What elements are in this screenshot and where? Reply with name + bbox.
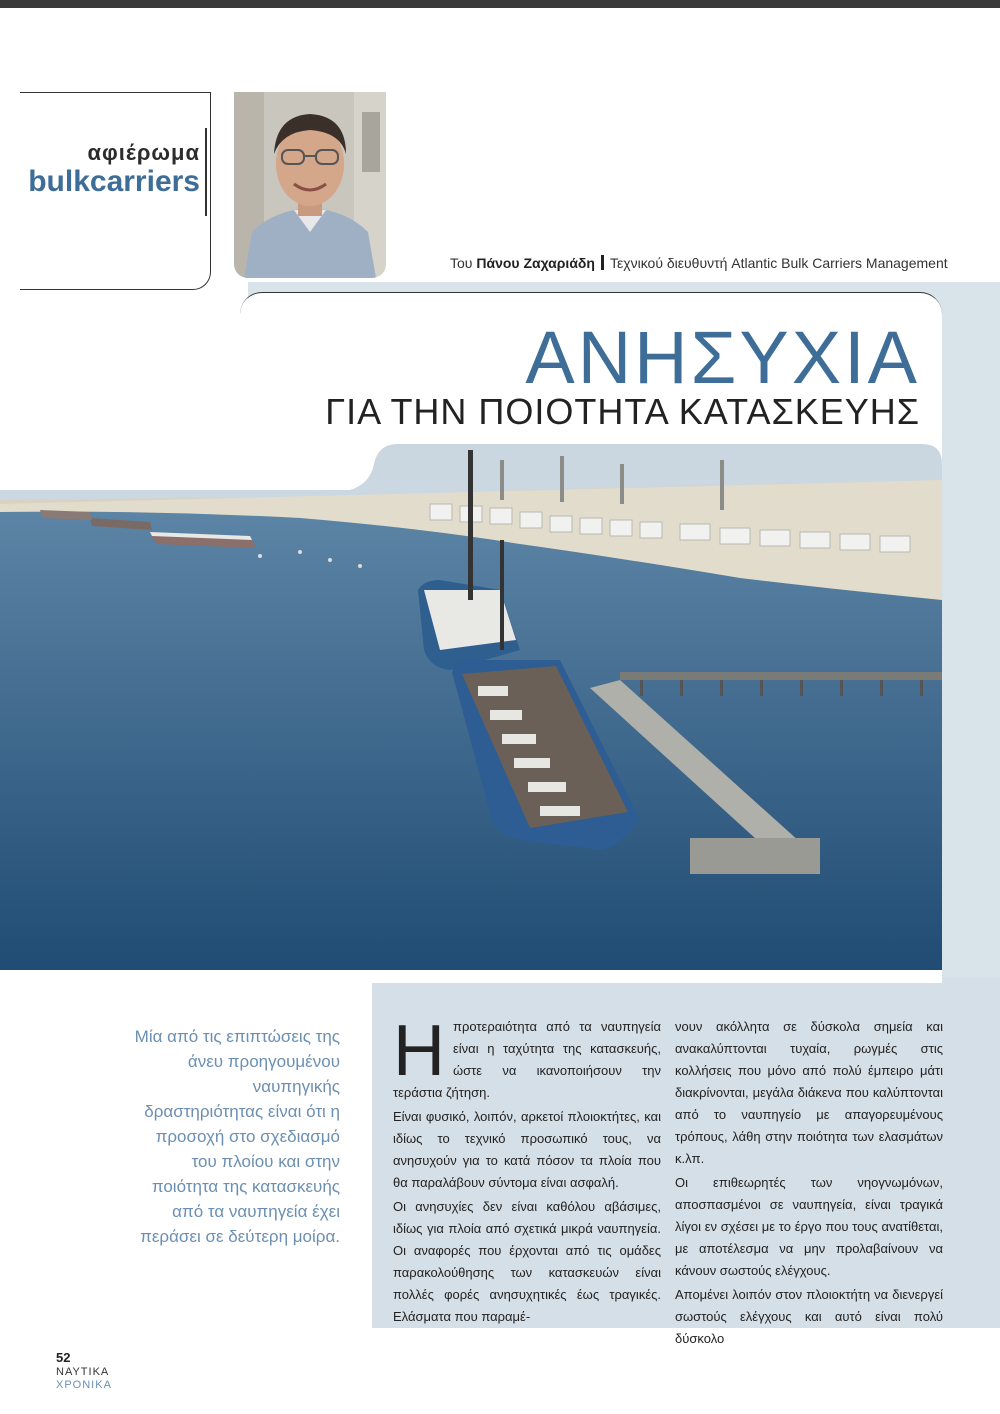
paragraph: Είναι φυσικό, λοιπόν, αρκετοί πλοιοκτήτες, και ιδίως το τεχνικό προσωπικό τους, να ανησυχούν για το κατά πόσον τα πλοία που θα παραλάβουν σύντομα είναι ασφαλή. (393, 1109, 661, 1190)
paragraph: νουν ακόλλητα σε δύσκολα σημεία και ανακαλύπτονται τυχαία, ρωγμές στις κολλήσεις που μόνο από πολύ έμπειρο μάτι διακρίνονται, μεγάλα διάκενα που καλύπτονται από το ναυπηγείο με απαγορευμένους τρόπους, λάθη στην ποιότητα των ελασμάτων κ.λπ. (675, 1019, 943, 1166)
author-portrait-image (234, 92, 386, 278)
pull-quote: Μία από τις επιπτώσεις της άνευ προηγουμένου ναυπηγικής δραστηριότητας είναι ότι η προσοχή στο σχεδιασμό του πλοίου και στην ποιότητα της κατασκευής από τα ναυπηγεία έχει περάσει σε δεύτερη μοίρα. (134, 1027, 340, 1246)
byline (450, 255, 948, 271)
paragraph: Οι ανησυχίες δεν είναι καθόλου αβάσιμες, ιδίως για πλοία από σχετικά μικρά ναυπηγεία. Οι αναφορές που έρχονται από τις ομάδες παρακολούθησης των κατασκευών είναι πολλές φορές ανησυχητικές έως τραγικές. Ελάσματα που παραμέ- (393, 1199, 661, 1324)
headline: ΑΝΗΣΥΧΙΑ (525, 316, 920, 399)
byline-separator (601, 255, 604, 270)
author-name: Πάνου Ζαχαριάδη (476, 255, 595, 271)
body-column-1 (393, 1011, 661, 1330)
port-aerial-image (0, 440, 942, 970)
paragraph: Απομένει λοιπόν στον πλοιοκτήτη να διενεργεί σωστούς ελέγχους και αυτό είναι πολύ δύσκολο (675, 1287, 943, 1346)
author-photo (234, 92, 386, 278)
rubric (20, 140, 200, 198)
magazine-name-line-1: ΝΑΥΤΙΚΑ (56, 1366, 110, 1378)
drop-cap: Η (393, 1011, 445, 1091)
byline-prefix: Του (450, 255, 473, 271)
subheadline: ΓΙΑ ΤΗΝ ΠΟΙΟΤΗΤΑ ΚΑΤΑΣΚΕΥΗΣ (325, 391, 920, 432)
rubric-divider (205, 128, 207, 216)
body-column-2 (675, 1016, 943, 1352)
paragraph: Οι επιθεωρητές των νηογνωμόνων, αποσπασμένοι σε ναυπηγεία, είναι τραγικά λίγοι εν σχέσει με το έργο που τους ανατίθεται, με αποτέλεσμα να μην προλαβαίνουν να κάνουν σωστούς ελέγχους. (675, 1175, 943, 1278)
author-role: Τεχνικού διευθυντή Atlantic Bulk Carriers Management (609, 255, 948, 271)
page-number: 52 (56, 1350, 71, 1365)
rubric-label: αφιέρωμα (87, 140, 200, 165)
magazine-name-line-2: ΧΡΟΝΙΚΑ (56, 1379, 112, 1391)
hero-photo (0, 440, 942, 970)
top-edge-bar (0, 0, 1000, 8)
paragraph: προτεραιότητα από τα ναυπηγεία είναι η ταχύτητα της κατασκευής, ώστε να ικανοποιήσουν την τεράστια ζήτηση. (393, 1019, 661, 1100)
section-label: bulkcarriers (28, 165, 200, 198)
